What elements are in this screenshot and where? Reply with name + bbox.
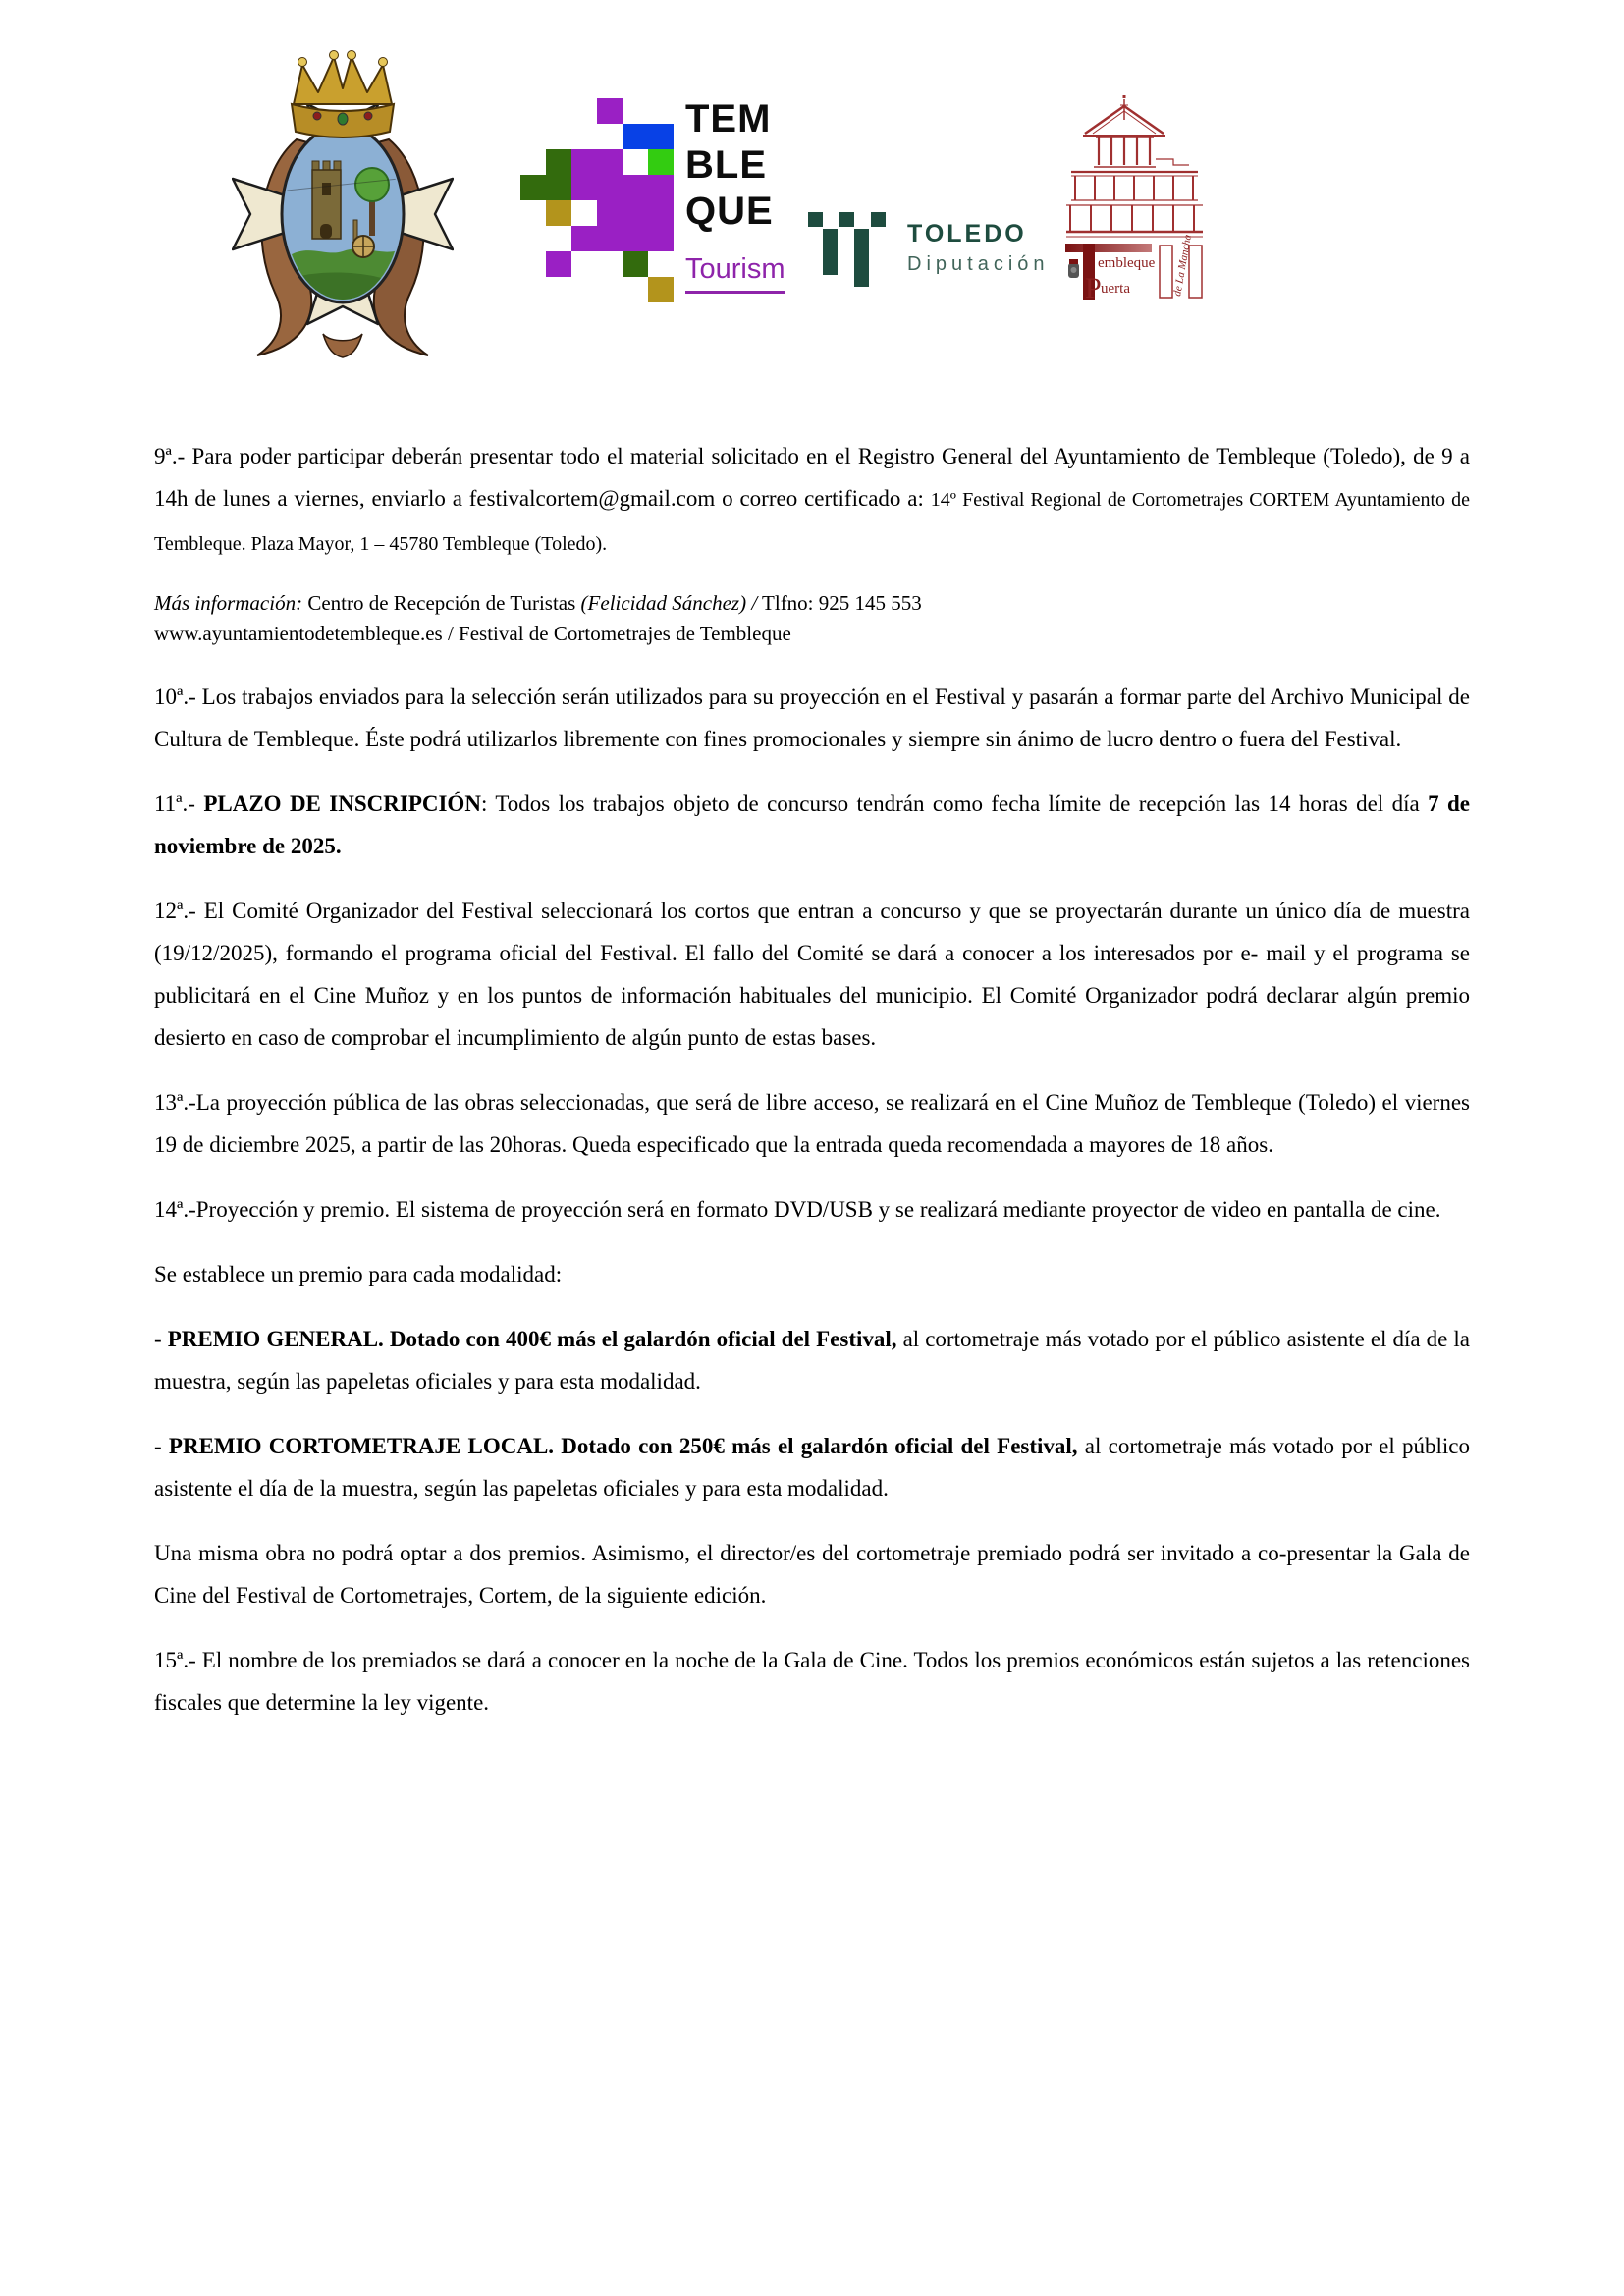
pixel-block [571,226,674,251]
text-run: Más información: [154,591,303,615]
toledo-title: TOLEDO [907,220,1027,247]
pixel-block [648,277,674,302]
toledo-wordmark [907,220,1050,276]
clause-14 [154,1188,1470,1230]
puerta-text-tembleque-rest: embleque [1098,255,1156,271]
pixel-block [571,149,623,175]
toledo-diputacion-logo [808,212,1050,288]
clause-11 [154,783,1470,867]
pixel-block [546,149,571,175]
text-run: PLAZO DE INSCRIPCIÓN [203,792,481,816]
pixel-block [571,175,674,200]
clause-15 [154,1639,1470,1723]
pixel-block [520,175,571,200]
puerta-de-la-mancha-logo [1063,94,1206,304]
puerta-building-icon [1063,94,1206,300]
more-info [154,588,1470,649]
prize-intro [154,1253,1470,1295]
puerta-text-vertical: de La Mancha [1171,233,1194,298]
tourism-wordmark [685,96,785,294]
pixel-block [623,251,648,277]
text-run: Una misma obra no podrá optar a dos premios. Asimismo, el director/es del cortometraje premiado podrá ser invitado a co-presentar la Gala de Cine del Festival de Cortometrajes, Cortem, de la siguiente edición. [154,1541,1470,1608]
text-run: 9ª.- Para poder participar deberán presentar todo el material solicitado en el Registro General del Ayuntamiento de Tembleque (Toledo), de 9 a 14h de lunes a viernes, enviarlo a festivalcortem@gmail.com o correo certificado a: [154,444,1470,511]
prize-note [154,1532,1470,1616]
text-run: (Felicidad Sánchez) / [580,591,758,615]
tourism-subtitle: Tourism [685,252,785,294]
clause-9 [154,435,1470,566]
clause-12 [154,890,1470,1059]
pixel-block [648,149,674,175]
prize-local [154,1425,1470,1509]
text-run: 14º Festival Regional de Cortometrajes CORTEM Ayuntamiento de Tembleque. Plaza Mayor, 1 – 45780 Tembleque (Toledo). [154,489,1470,555]
toledo-mark-icon [808,212,886,288]
text-run: 12ª.- El Comité Organizador del Festival seleccionará los cortos que entran a concurso y que se proyectarán durante un único día de muestra (19/12/2025), formando el programa oficial del Festival. El fallo del Comité se dará a conocer a los interesados por e- mail y el programa se publicitará en el Cine Muñoz y en los puntos de información habituales del municipio. El Comité Organizador podrá declarar algún premio desierto en caso de comprobar el incumplimiento de algún punto de estas bases. [154,899,1470,1050]
pixel-block [597,200,674,226]
tourism-word-line2: BLE [685,143,767,187]
text-run: - [154,1434,169,1458]
clause-10 [154,676,1470,760]
text-run: 11ª.- [154,792,204,816]
text-run: PREMIO GENERAL. Dotado con 400€ más el galardón oficial del Festival, [167,1327,897,1351]
crest-icon [232,45,454,359]
puerta-text-p: P [1085,272,1102,300]
text-run: 7 de noviembre de 2025. [154,792,1470,858]
tembleque-crest-logo [232,45,454,364]
text-run: Tlfno: 925 145 553 [757,591,922,615]
text-run: 13ª.-La proyección pública de las obras seleccionadas, que será de libre acceso, se realizará en el Cine Muñoz de Tembleque (Toledo) el viernes 19 de diciembre 2025, a partir de las 20horas. Queda especificado que la entrada queda recomendada a mayores de 18 años. [154,1090,1470,1157]
text-run: PREMIO CORTOMETRAJE LOCAL. Dotado con 250€ más el galardón oficial del Festival, [168,1434,1078,1458]
text-run: al cortometraje más votado por el público asistente el día de la muestra, según las papeletas oficiales y para esta modalidad. [154,1327,1470,1394]
text-run: Centro de Recepción de Turistas [302,591,581,615]
clause-13 [154,1081,1470,1166]
toledo-subtitle: Diputación [907,253,1050,275]
mini-crest-icon [1068,259,1079,278]
header-logos [0,0,1624,432]
document-body [154,435,1470,1746]
pixel-block [546,200,571,226]
text-run: www.ayuntamientodetembleque.es / Festival de Cortometrajes de Tembleque [154,622,791,645]
pixel-block [546,251,571,277]
text-run: 14ª.-Proyección y premio. El sistema de proyección será en formato DVD/USB y se realizará mediante proyector de video en pantalla de cine. [154,1197,1441,1222]
pixel-block [623,124,674,149]
text-run: : Todos los trabajos objeto de concurso tendrán como fecha límite de recepción las 14 horas del día [480,792,1429,816]
text-run: al cortometraje más votado por el público asistente el día de la muestra, según las papeletas oficiales y para esta modalidad. [154,1434,1470,1501]
tembleque-tourism-logo [520,96,785,302]
prize-general [154,1318,1470,1402]
pixel-block [597,98,623,124]
puerta-text-uerta: uerta [1101,281,1130,297]
tourism-word-line1: TEM [685,97,772,140]
text-run: - [154,1327,168,1351]
text-run: Se establece un premio para cada modalidad: [154,1262,563,1286]
tourism-word-line3: QUE [685,190,774,233]
text-run: 10ª.- Los trabajos enviados para la selección serán utilizados para su proyección en el Festival y pasarán a formar parte del Archivo Municipal de Cultura de Tembleque. Éste podrá utilizarlos libremente con fines promocionales y siempre sin ánimo de lucro dentro o fuera del Festival. [154,684,1470,751]
text-run: 15ª.- El nombre de los premiados se dará a conocer en la noche de la Gala de Cine. Todos los premios económicos están sujetos a las retenciones fiscales que determine la ley vigente. [154,1648,1470,1715]
tourism-pixel-icon [520,98,674,302]
